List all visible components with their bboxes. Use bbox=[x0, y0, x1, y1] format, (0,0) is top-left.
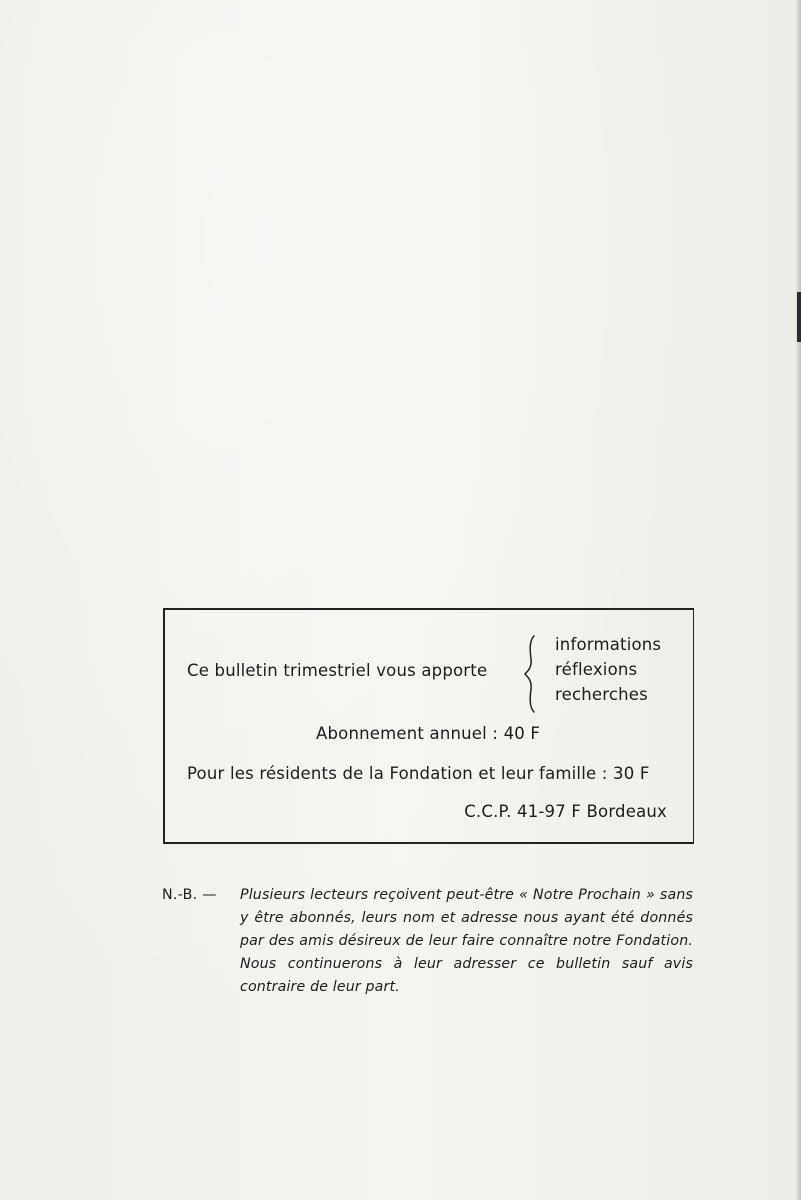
curly-brace-icon bbox=[522, 635, 542, 713]
page-edge-shadow bbox=[795, 0, 801, 1200]
page-edge-mark bbox=[797, 292, 801, 342]
topic-item: réflexions bbox=[555, 660, 638, 679]
subscription-notice-box bbox=[163, 608, 694, 844]
annual-subscription-price: Abonnement annuel : 40 F bbox=[316, 724, 541, 743]
nota-bene-label: N.-B. — bbox=[162, 887, 217, 903]
nota-bene-text: Plusieurs lecteurs reçoivent peut-être « Notre Prochain » sans y être abonnés, leurs nom et adresse nous ayant été donnés par des amis désireux de leur faire connaître notre Fondation. Nous continuerons à leur adresser ce bulletin sauf avis contraire de leur part. bbox=[240, 887, 693, 995]
topic-item: informations bbox=[555, 635, 662, 654]
bulletin-intro-text: Ce bulletin trimestriel vous apporte bbox=[187, 661, 488, 680]
bulletin-topics-list bbox=[555, 632, 661, 707]
postal-account-number: C.C.P. 41-97 F Bordeaux bbox=[464, 802, 667, 821]
residents-subscription-price: Pour les résidents de la Fondation et leur famille : 30 F bbox=[187, 764, 650, 783]
bulletin-description bbox=[187, 632, 677, 712]
topic-item: recherches bbox=[555, 685, 648, 704]
